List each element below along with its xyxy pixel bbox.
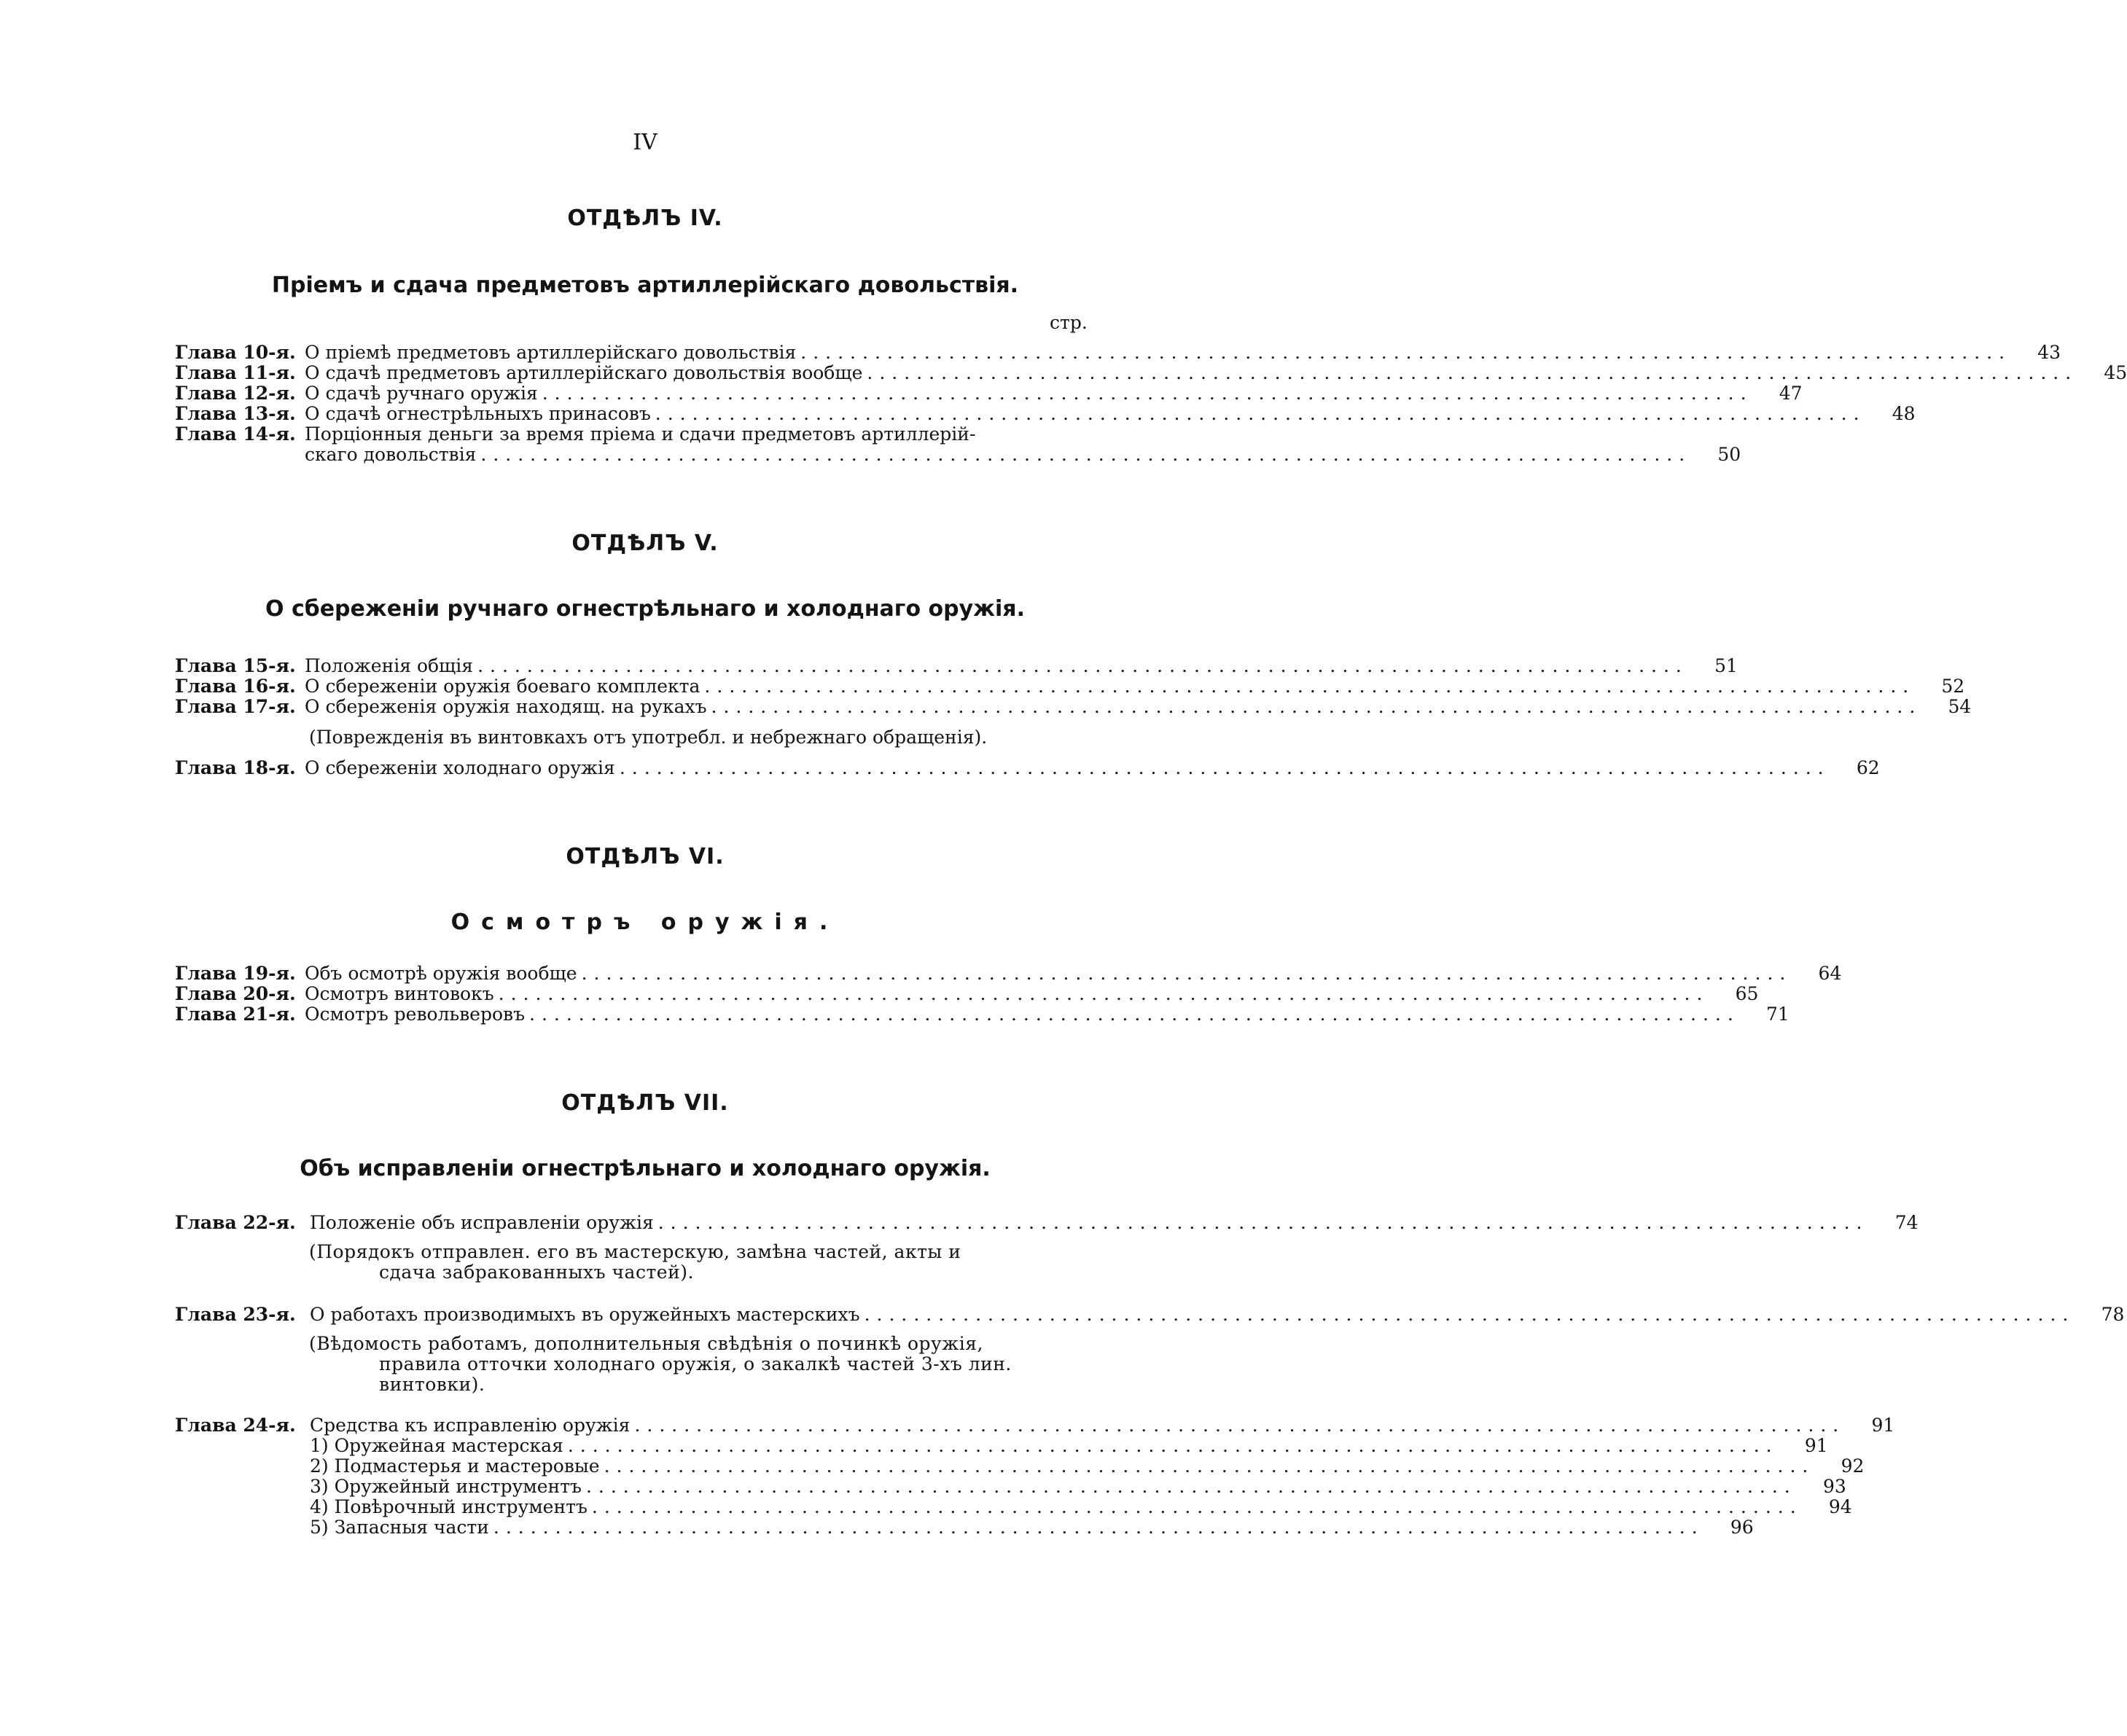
dot-leader: .................................................................................................. [591, 1496, 1803, 1517]
note-line: винтовки). [379, 1374, 485, 1395]
toc-entry [175, 676, 1965, 697]
chapter-note [309, 1334, 1038, 1395]
toc-entry [175, 342, 2061, 363]
dot-leader: .................................................................................................. [655, 403, 1866, 424]
subitem-title: 5) Запасныя части [310, 1517, 489, 1538]
chapter-title: О сбереженія оружія находящ. на рукахъ [305, 696, 707, 717]
dot-leader: .................................................................................................. [542, 383, 1753, 404]
chapter-title: Средства къ исправленію оружія [310, 1415, 631, 1436]
dot-leader: .................................................................................................. [634, 1415, 1846, 1436]
chapter-title: Объ осмотрѣ оружія вообще [305, 963, 577, 984]
chapter-label: Глава 15-я. [175, 655, 296, 676]
chapter-title: Порціонныя деньги за время пріема и сдачи предметовъ артиллерій- [305, 423, 976, 445]
chapter-label: Глава 22-я. [175, 1212, 296, 1233]
chapter-label: Глава 23-я. [175, 1304, 296, 1325]
page-ref: 96 [1730, 1517, 1754, 1538]
chapter-title: О пріемѣ предметовъ артиллерійскаго довольствія [305, 342, 797, 363]
dot-leader: .................................................................................................. [864, 1304, 2075, 1325]
dot-leader: .................................................................................................. [704, 676, 1916, 697]
subitem-title: 3) Оружейный инструментъ [310, 1476, 582, 1497]
toc-entry [175, 983, 1759, 1004]
page-ref: 62 [1856, 757, 1880, 778]
page-ref: 93 [1822, 1476, 1846, 1497]
page-ref: 47 [1779, 383, 1803, 404]
dot-leader: .................................................................................................. [498, 983, 1709, 1004]
chapter-label: Глава 14-я. [175, 423, 296, 445]
page-ref: 71 [1766, 1004, 1790, 1025]
section-subtitle: Пріемъ и сдача предметовъ артиллерійскаго довольствія. [271, 273, 1019, 298]
toc-subitem [310, 1496, 1852, 1517]
dot-leader: .................................................................................................. [619, 757, 1830, 778]
chapter-title: Осмотръ винтовокъ [305, 983, 494, 1004]
page-ref: 54 [1948, 696, 1972, 717]
chapter-note: (Поврежденія въ винтовкахъ отъ употребл. и небрежнаго обращенія). [309, 727, 988, 748]
chapter-title: О сбереженіи оружія боеваго комплекта [305, 676, 700, 697]
toc-entry [175, 696, 1972, 717]
note-line: (Вѣдомость работамъ, дополнительныя свѣдѣнія о починкѣ оружія, [309, 1333, 983, 1354]
chapter-label: Глава 11-я. [175, 362, 296, 383]
dot-leader: .................................................................................................. [529, 1004, 1740, 1025]
chapter-title: Положенія общія [305, 655, 474, 676]
chapter-title: О сбереженіи холоднаго оружія [305, 757, 615, 778]
toc-entry [175, 963, 1842, 984]
subitem-title: 4) Повѣрочный инструментъ [310, 1496, 588, 1517]
page-number: IV [633, 130, 657, 155]
dot-leader: .................................................................................................. [800, 342, 2012, 363]
toc-subitem [310, 1455, 1865, 1477]
section-heading: ОТДѢЛЪ VI. [566, 844, 725, 869]
dot-leader: .................................................................................................. [585, 1476, 1797, 1497]
page-ref: 92 [1841, 1455, 1865, 1477]
page-ref: 65 [1735, 983, 1759, 1004]
page-column-label: стр. [1050, 312, 1088, 333]
toc-entry [175, 1415, 1895, 1436]
section-subtitle: Осмотръ оружія. [450, 910, 840, 935]
section-subtitle: О сбереженіи ручнаго огнестрѣльнаго и холоднаго оружія. [265, 596, 1025, 622]
chapter-note [309, 1242, 1038, 1283]
dot-leader: .................................................................................................. [711, 696, 1922, 717]
note-line: сдача забракованныхъ частей). [379, 1262, 694, 1283]
dot-leader: .................................................................................................. [657, 1212, 1869, 1233]
toc-subitem [310, 1476, 1846, 1497]
chapter-label: Глава 19-я. [175, 963, 296, 984]
chapter-label: Глава 13-я. [175, 403, 296, 424]
toc-entry [175, 362, 2127, 383]
dot-leader: .................................................................................................. [493, 1517, 1704, 1538]
chapter-label: Глава 20-я. [175, 983, 296, 1004]
chapter-label: Глава 21-я. [175, 1004, 296, 1025]
dot-leader: .................................................................................................. [480, 444, 1692, 465]
page-ref: 94 [1828, 1496, 1852, 1517]
section-heading: ОТДѢЛЪ IV. [567, 206, 723, 231]
chapter-title: О работахъ производимыхъ въ оружейныхъ мастерскихъ [310, 1304, 860, 1325]
subitem-title: 1) Оружейная мастерская [310, 1435, 563, 1456]
toc-subitem [310, 1435, 1828, 1456]
chapter-title: Осмотръ револьверовъ [305, 1004, 526, 1025]
chapter-title: О сдачѣ ручнаго оружія [305, 383, 538, 404]
toc-entry [175, 403, 1916, 424]
section-heading: ОТДѢЛЪ VII. [561, 1090, 729, 1116]
page-ref: 64 [1818, 963, 1842, 984]
page-ref: 48 [1892, 403, 1916, 424]
page-ref: 50 [1717, 444, 1741, 465]
section-heading: ОТДѢЛЪ V. [571, 531, 719, 556]
chapter-label: Глава 10-я. [175, 342, 296, 363]
toc-entry [175, 1004, 1790, 1025]
dot-leader: .................................................................................................. [604, 1455, 1815, 1477]
chapter-label: Глава 16-я. [175, 676, 296, 697]
page-ref: 43 [2037, 342, 2061, 363]
subitem-title: 2) Подмастерья и мастеровые [310, 1455, 600, 1477]
toc-entry-continuation [305, 444, 1741, 465]
toc-entry [175, 757, 1880, 778]
chapter-label: Глава 24-я. [175, 1415, 296, 1436]
chapter-label: Глава 17-я. [175, 696, 296, 717]
chapter-title: О сдачѣ огнестрѣльныхъ принасовъ [305, 403, 651, 424]
chapter-label: Глава 12-я. [175, 383, 296, 404]
page-ref: 45 [2104, 362, 2127, 383]
toc-entry [175, 655, 1738, 676]
chapter-title: О сдачѣ предметовъ артиллерійскаго довольствія вообще [305, 362, 863, 383]
page-ref: 91 [1804, 1435, 1828, 1456]
toc-entry [175, 1212, 1919, 1233]
page-ref: 51 [1714, 655, 1738, 676]
note-line: правила отточки холоднаго оружія, о закалкѣ частей 3-хъ лин. [379, 1353, 1012, 1375]
dot-leader: .................................................................................................. [581, 963, 1792, 984]
toc-entry [175, 383, 1803, 404]
toc-entry [175, 1304, 2125, 1325]
page-ref: 74 [1894, 1212, 1919, 1233]
chapter-label: Глава 18-я. [175, 757, 296, 778]
toc-entry [175, 424, 1112, 445]
chapter-title-continued: скаго довольствія [305, 444, 477, 465]
page-ref: 52 [1941, 676, 1965, 697]
section-subtitle: Объ исправленіи огнестрѣльнаго и холоднаго оружія. [300, 1156, 991, 1181]
page-ref: 91 [1871, 1415, 1895, 1436]
dot-leader: .................................................................................................. [567, 1435, 1779, 1456]
page-ref: 78 [2101, 1304, 2125, 1325]
note-line: (Порядокъ отправлен. его въ мастерскую, замѣна частей, акты и [309, 1241, 961, 1262]
dot-leader: .................................................................................................. [867, 362, 2078, 383]
dot-leader: .................................................................................................. [477, 655, 1688, 676]
chapter-title: Положеніе объ исправленіи оружія [310, 1212, 654, 1233]
toc-subitem [310, 1517, 1754, 1538]
